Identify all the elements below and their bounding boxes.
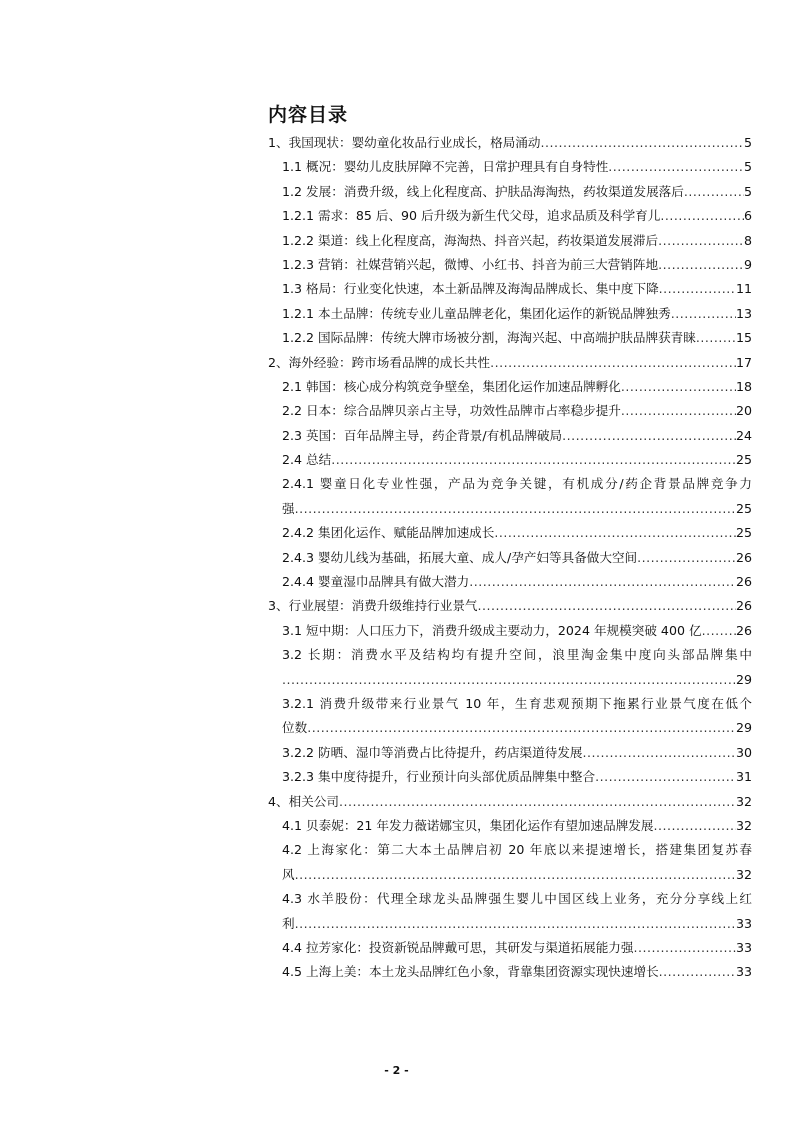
toc-entry[interactable] (268, 375, 752, 399)
toc-entry-page: 32 (735, 793, 752, 809)
toc-entry-page: 8 (743, 232, 752, 248)
toc-leader-dots (583, 741, 736, 765)
toc-entry-text: 1.1 概况：婴幼儿皮肤屏障不完善，日常护理具有自身特性 (282, 159, 609, 175)
toc-entry[interactable] (268, 619, 752, 643)
toc-entry[interactable] (268, 472, 752, 521)
toc-entry-text: 2.3 英国：百年品牌主导，药企背景/有机品牌破局 (282, 427, 563, 443)
toc-leader-dots (660, 204, 744, 228)
toc-leader-dots (684, 180, 744, 204)
toc-entry-text: 1.2.1 本土品牌：传统专业儿童品牌老化，集团化运作的新锐品牌独秀 (282, 305, 671, 321)
toc-entry-text: 1.2.1 需求：85 后、90 后升级为新生代父母，追求品质及科学育儿 (282, 208, 661, 224)
toc-entry[interactable] (268, 253, 752, 277)
toc-entry[interactable] (268, 960, 752, 984)
toc-leader-dots (608, 155, 744, 179)
toc-entry[interactable] (268, 814, 752, 838)
toc-leader-dots (295, 912, 736, 936)
toc-entry[interactable] (268, 302, 752, 326)
toc-entry-page: 26 (735, 622, 752, 638)
toc-entry[interactable] (268, 351, 752, 375)
toc-leader-dots (490, 351, 736, 375)
toc-entry-text: 2.4.4 婴童湿巾品牌具有做大潜力 (282, 574, 470, 590)
toc-entry-text: 2.2 日本：综合品牌贝亲占主导，功效性品牌市占率稳步提升 (282, 403, 621, 419)
toc-entry-page: 33 (735, 915, 752, 931)
toc-leader-dots (659, 277, 736, 301)
toc-entry-text: 4.1 贝泰妮：21 年发力薇诺娜宝贝，集团化运作有望加速品牌发展 (282, 817, 654, 833)
toc-entry-text: 1.2.2 国际品牌：传统大牌市场被分割，海淘兴起、中高端护肤品牌获青睐 (282, 330, 696, 346)
toc-entry[interactable] (268, 838, 752, 887)
toc-entry-page: 25 (735, 452, 752, 468)
toc-entry-text: 3.2.3 集中度待提升，行业预计向头部优质品牌集中整合 (282, 769, 596, 785)
toc-entry[interactable] (268, 887, 752, 936)
toc-entry-text-continued: 位数 (282, 720, 308, 736)
toc-entry[interactable] (268, 936, 752, 960)
toc-leader-dots (696, 326, 736, 350)
toc-entry-text-continued: 风 (282, 866, 295, 882)
toc-leader-dots (654, 814, 736, 838)
toc-entry-text: 1.2 发展：消费升级，线上化程度高、护肤品海淘热，药妆渠道发展落后 (282, 183, 684, 199)
toc-entry-page: 11 (735, 281, 752, 297)
toc-entry-page: 29 (735, 720, 752, 736)
toc-entry-text: 4.3 水羊股份：代理全球龙头品牌强生婴儿中国区线上业务，充分分享线上红 (282, 891, 752, 907)
toc-leader-dots (659, 960, 736, 984)
toc-entry-page: 5 (743, 183, 752, 199)
toc-entry-page: 26 (735, 598, 752, 614)
toc-entry[interactable] (268, 180, 752, 204)
toc-entry-page: 33 (735, 964, 752, 980)
toc-entry-text: 4.5 上海上美：本土龙头品牌红色小象，背靠集团资源实现快速增长 (282, 964, 659, 980)
toc-leader-dots (633, 936, 735, 960)
toc-entry-text: 2.4.2 集团化运作、赋能品牌加速成长 (282, 525, 495, 541)
toc-entry[interactable] (268, 277, 752, 301)
toc-entry[interactable] (268, 448, 752, 472)
toc-entry-page: 17 (735, 354, 752, 370)
toc-entry-text: 1.2.3 营销：社媒营销兴起，微博、小红书、抖音为前三大营销阵地 (282, 256, 659, 272)
toc-entry[interactable] (268, 692, 752, 741)
toc-entry-page: 5 (743, 134, 752, 150)
toc-entry-page: 15 (735, 330, 752, 346)
toc-entry[interactable] (268, 131, 752, 155)
toc-leader-dots (494, 521, 736, 545)
toc-entry[interactable] (268, 765, 752, 789)
toc-entry[interactable] (268, 741, 752, 765)
toc-entry-text: 2.4.3 婴幼儿线为基础，拓展大童、成人/孕产妇等具备做大空间 (282, 549, 638, 565)
toc-entry-page: 32 (735, 817, 752, 833)
toc-leader-dots (621, 399, 736, 423)
toc-entry-page: 32 (735, 866, 752, 882)
toc-entry-text: 4.4 拉芳家化：投资新锐品牌戴可思，其研发与渠道拓展能力强 (282, 939, 634, 955)
toc-entry-text: 2、海外经验：跨市场看品牌的成长共性 (268, 354, 491, 370)
toc-leader-dots (562, 424, 736, 448)
toc-leader-dots (702, 619, 736, 643)
toc-entry-page: 25 (735, 500, 752, 516)
toc-leader-dots (595, 765, 736, 789)
toc-entry-page: 9 (743, 256, 752, 272)
toc-leader-dots (469, 570, 736, 594)
toc-entry-page: 5 (743, 159, 752, 175)
toc-entry-text: 2.4.1 婴童日化专业性强，产品为竞争关键，有机成分/药企背景品牌竞争力 (282, 476, 752, 492)
toc-entry-page: 25 (735, 525, 752, 541)
toc-leader-dots (331, 448, 736, 472)
toc-entry-page: 13 (735, 305, 752, 321)
toc-entry[interactable] (268, 155, 752, 179)
toc-leader-dots (307, 716, 736, 740)
table-of-contents (268, 131, 752, 985)
toc-entry[interactable] (268, 424, 752, 448)
toc-entry-page: 26 (735, 574, 752, 590)
toc-entry[interactable] (268, 790, 752, 814)
toc-entry[interactable] (268, 399, 752, 423)
toc-leader-dots (282, 668, 736, 692)
toc-entry-page: 26 (735, 549, 752, 565)
toc-entry-page: 31 (735, 769, 752, 785)
toc-entry-page: 20 (735, 403, 752, 419)
toc-entry-text: 2.4 总结 (282, 452, 332, 468)
toc-entry-text: 3、行业展望：消费升级维持行业景气 (268, 598, 478, 614)
toc-entry-page: 18 (735, 378, 752, 394)
toc-leader-dots (621, 375, 736, 399)
toc-entry-text: 3.1 短中期：人口压力下，消费升级成主要动力，2024 年规模突破 400 亿 (282, 622, 702, 638)
toc-entry-text-continued: 利 (282, 915, 295, 931)
toc-entry-page: 24 (735, 427, 752, 443)
toc-entry-text: 3.2 长期：消费水平及结构均有提升空间，浪里淘金集中度向头部品牌集中 (282, 647, 752, 663)
toc-leader-dots (540, 131, 744, 155)
toc-entry-page: 30 (735, 744, 752, 760)
toc-leader-dots (658, 253, 744, 277)
toc-entry[interactable] (268, 229, 752, 253)
toc-entry[interactable] (268, 546, 752, 570)
toc-leader-dots (671, 302, 736, 326)
toc-leader-dots (637, 546, 736, 570)
toc-entry-text: 2.1 韩国：核心成分构筑竞争壁垒，集团化运作加速品牌孵化 (282, 378, 621, 394)
toc-title: 内容目录 (268, 104, 349, 126)
toc-leader-dots (295, 497, 736, 521)
toc-entry-text: 4.2 上海家化：第二大本土品牌启初 20 年底以来提速增长，搭建集团复苏春 (282, 842, 752, 858)
toc-entry-text: 3.2.1 消费升级带来行业景气 10 年，生育悲观预期下拖累行业景气度在低个 (282, 696, 752, 712)
toc-entry-text: 4、相关公司 (268, 793, 339, 809)
toc-entry-text: 1.3 格局：行业变化快速，本土新品牌及海淘品牌成长、集中度下降 (282, 281, 659, 297)
toc-leader-dots (295, 863, 736, 887)
toc-leader-dots (339, 790, 736, 814)
toc-entry-text: 3.2.2 防晒、湿巾等消费占比待提升，药店渠道待发展 (282, 744, 583, 760)
toc-entry[interactable] (268, 570, 752, 594)
toc-entry[interactable] (268, 521, 752, 545)
toc-entry[interactable] (268, 204, 752, 228)
toc-entry-page: 6 (743, 208, 752, 224)
toc-leader-dots (478, 594, 736, 618)
toc-entry-text-continued: 强 (282, 500, 295, 516)
toc-entry[interactable] (268, 326, 752, 350)
toc-entry-page: 33 (735, 939, 752, 955)
page-number: - 2 - (384, 1064, 409, 1077)
toc-entry[interactable] (268, 594, 752, 618)
toc-entry-page: 29 (735, 671, 752, 687)
toc-entry[interactable] (268, 643, 752, 692)
toc-leader-dots (658, 229, 744, 253)
toc-entry-text: 1、我国现状：婴幼童化妆品行业成长，格局涌动 (268, 134, 541, 150)
toc-entry-text: 1.2.2 渠道：线上化程度高，海淘热、抖音兴起，药妆渠道发展滞后 (282, 232, 659, 248)
